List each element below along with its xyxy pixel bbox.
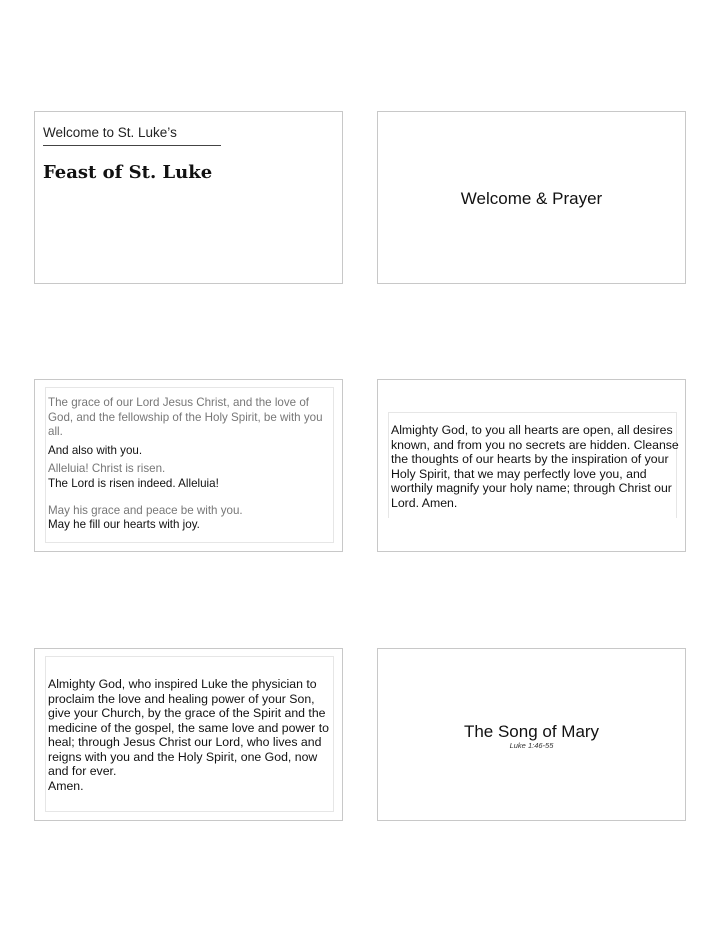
feast-title: Feast of St. Luke [43, 162, 213, 183]
collect-for-purity: Almighty God, to you all hearts are open, all desires known, and from you no secrets are hidden. Cleanse the thoughts of our hearts by the inspiration of your Holy Spirit, that we may perfectly love you, and worthily magnify your holy name; through Christ our Lord. Amen. [391, 423, 679, 510]
slide-3[interactable] [34, 379, 343, 552]
response-line: The Lord is risen indeed. Alleluia! [48, 476, 219, 490]
scripture-reference: Luke 1:46-55 [509, 741, 554, 750]
greeting-line: May his grace and peace be with you. [48, 503, 243, 517]
slide-6[interactable] [377, 648, 686, 821]
slide-1[interactable] [34, 111, 343, 284]
slide-title: Welcome & Prayer [460, 189, 603, 208]
slide-4[interactable] [377, 379, 686, 552]
collect-of-the-day [48, 677, 338, 793]
response-line: And also with you. [48, 443, 143, 457]
greeting-text [48, 396, 332, 533]
slide-5[interactable] [34, 648, 343, 821]
collect-text: Almighty God, who inspired Luke the physician to proclaim the love and healing power of your Son, give your Church, by the grace of the Spirit and the medicine of the gospel, the same love and power to heal; through Jesus Christ our Lord, who lives and reigns with you and the Holy Spirit, one God, now and for ever. [48, 677, 329, 778]
slide-2[interactable] [377, 111, 686, 284]
welcome-heading: Welcome to St. Luke’s [43, 125, 221, 146]
response-line: May he fill our hearts with joy. [48, 518, 200, 532]
amen-text: Amen. [48, 778, 84, 793]
slide-title: The Song of Mary [463, 722, 600, 741]
greeting-line: The grace of our Lord Jesus Christ, and the love of God, and the fellowship of the Holy Spirit, be with you all. [48, 396, 323, 439]
greeting-line: Alleluia! Christ is risen. [48, 462, 166, 476]
